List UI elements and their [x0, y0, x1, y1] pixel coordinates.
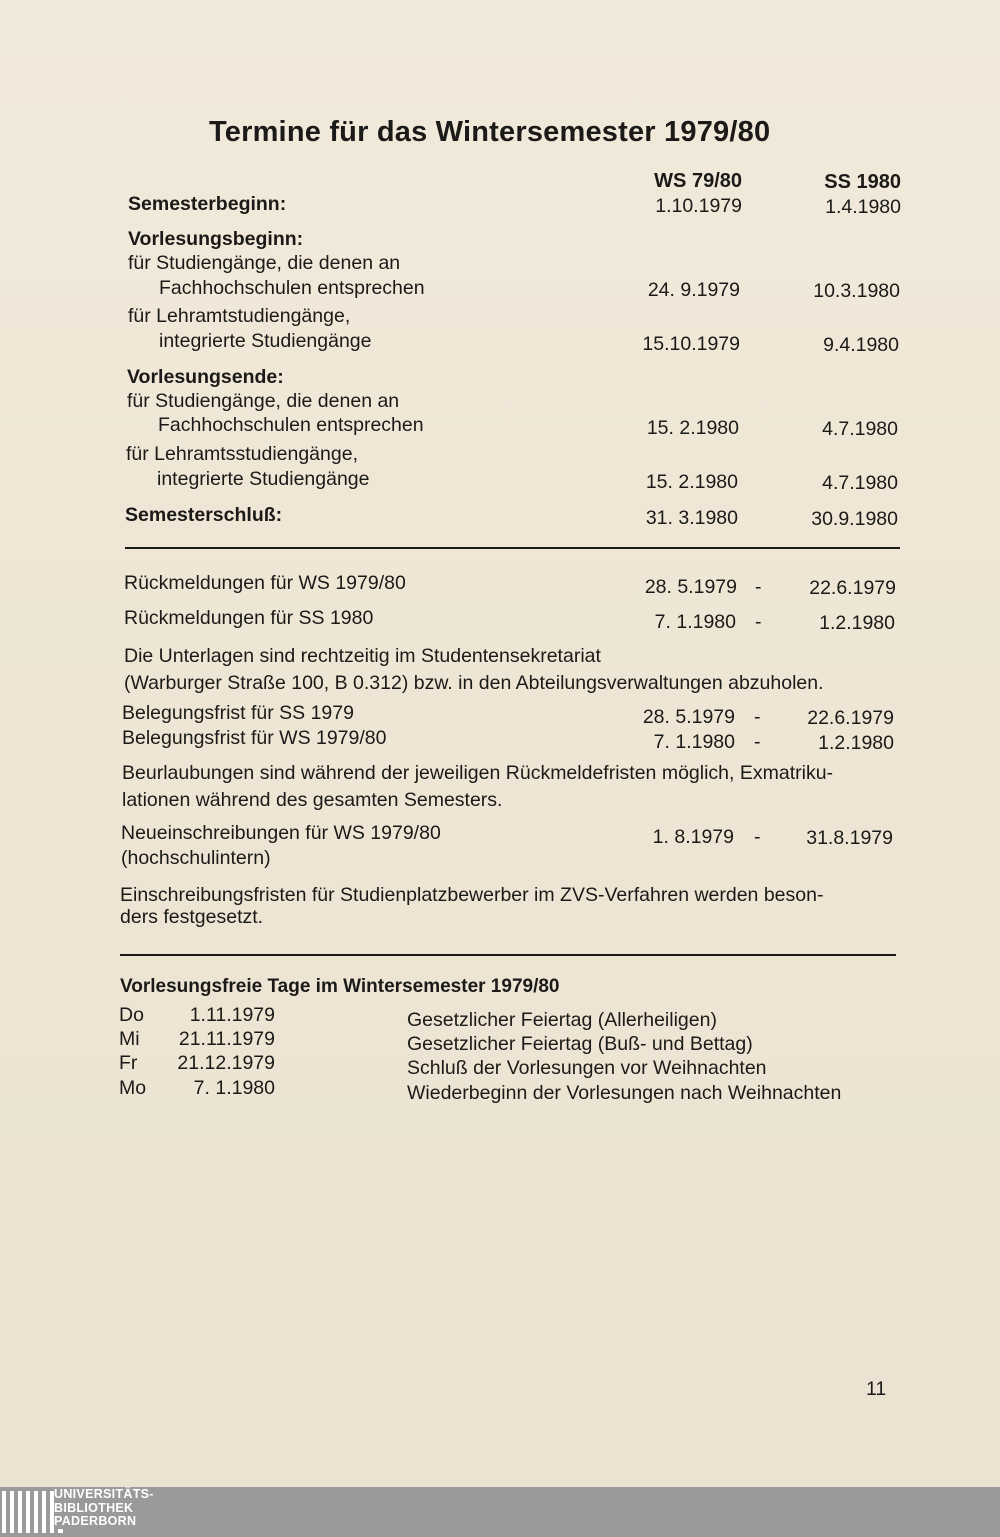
lecture-begin-la-line1: für Lehramtstudiengänge, — [128, 305, 351, 327]
library-name-line1: UNIVERSITÄTS- — [54, 1487, 154, 1501]
lecture-end-la-ss: 4.7.1980 — [822, 472, 898, 494]
lecture-begin-fh-ss: 10.3.1980 — [813, 280, 900, 302]
lecture-end-la-ws: 15. 2.1980 — [645, 471, 738, 493]
holiday-description: Wiederbeginn der Vorlesungen nach Weihnachten — [407, 1082, 842, 1104]
enrollment-ws-dash: - — [754, 731, 761, 753]
holiday-day: Do — [119, 1004, 144, 1026]
lecture-end-la-line1: für Lehramtsstudiengänge, — [126, 443, 358, 465]
reregistration-ss-label: Rückmeldungen für SS 1980 — [124, 607, 374, 629]
semester-begin-label: Semesterbeginn: — [128, 193, 287, 215]
new-enrollment-label: Neueinschreibungen für WS 1979/80 — [121, 822, 441, 844]
holiday-description: Gesetzlicher Feiertag (Buß- und Bettag) — [407, 1033, 753, 1055]
holiday-description: Gesetzlicher Feiertag (Allerheiligen) — [407, 1009, 717, 1031]
lecture-begin-fh-line1: für Studiengänge, die denen an — [128, 252, 401, 274]
new-enrollment-sub: (hochschulintern) — [121, 847, 271, 869]
holiday-date: 21.11.1979 — [178, 1028, 275, 1050]
lecture-begin-la-ss: 9.4.1980 — [823, 334, 899, 356]
reregistration-ss-to: 1.2.1980 — [819, 612, 895, 634]
holiday-date: 21.12.1979 — [177, 1052, 275, 1074]
documents-note-line2: (Warburger Straße 100, B 0.312) bzw. in den Abteilungsverwaltungen abzuholen. — [124, 672, 824, 694]
reregistration-ws-from: 28. 5.1979 — [644, 576, 737, 598]
holiday-day: Mi — [119, 1028, 140, 1050]
reregistration-ss-from: 7. 1.1980 — [654, 611, 736, 633]
enrollment-ws-from: 7. 1.1980 — [653, 731, 735, 753]
holiday-day: Fr — [119, 1052, 138, 1074]
holidays-heading: Vorlesungsfreie Tage im Wintersemester 1979/80 — [120, 976, 560, 997]
page-title: Termine für das Wintersemester 1979/80 — [209, 116, 771, 148]
column-header-ss: SS 1980 — [824, 171, 901, 193]
library-name-line3: PADERBORN — [54, 1514, 137, 1528]
lecture-begin-fh-line2: Fachhochschulen entsprechen — [159, 277, 425, 299]
semester-end-ws: 31. 3.1980 — [645, 507, 738, 529]
lecture-end-label: Vorlesungsende: — [127, 366, 284, 388]
leave-note-line1: Beurlaubungen sind während der jeweiligen Rückmeldefristen möglich, Exmatriku- — [122, 762, 834, 784]
lecture-begin-fh-ws: 24. 9.1979 — [647, 279, 740, 301]
documents-note-line1: Die Unterlagen sind rechtzeitig im Studentensekretariat — [124, 645, 601, 667]
library-footer — [0, 1487, 1000, 1537]
library-name — [54, 1488, 154, 1529]
zvs-note-line1: Einschreibungsfristen für Studienplatzbewerber im ZVS-Verfahren werden beson- — [120, 884, 824, 906]
column-header-ws: WS 79/80 — [654, 170, 742, 192]
divider-rule-2 — [120, 954, 896, 956]
reregistration-ws-label: Rückmeldungen für WS 1979/80 — [124, 572, 406, 594]
enrollment-ss-from: 28. 5.1979 — [642, 706, 735, 728]
leave-note-line2: lationen während des gesamten Semesters. — [122, 789, 503, 811]
enrollment-ss-label: Belegungsfrist für SS 1979 — [122, 702, 354, 724]
lecture-end-fh-ss: 4.7.1980 — [822, 418, 898, 440]
lecture-begin-la-ws: 15.10.1979 — [642, 333, 740, 355]
new-enrollment-from: 1. 8.1979 — [652, 826, 734, 848]
divider-rule-1 — [125, 547, 900, 549]
enrollment-ss-dash: - — [754, 706, 761, 728]
holiday-date: 1.11.1979 — [189, 1004, 275, 1026]
enrollment-ss-to: 22.6.1979 — [807, 707, 894, 729]
semester-end-label: Semesterschluß: — [125, 504, 283, 526]
holiday-description: Schluß der Vorlesungen vor Weihnachten — [407, 1057, 767, 1079]
semester-begin-ws: 1.10.1979 — [655, 195, 742, 217]
lecture-begin-la-line2: integrierte Studiengänge — [159, 330, 372, 352]
holiday-date: 7. 1.1980 — [193, 1077, 275, 1099]
library-name-line2: BIBLIOTHEK — [54, 1500, 134, 1515]
reregistration-ws-dash: - — [755, 576, 762, 598]
lecture-end-fh-line1: für Studiengänge, die denen an — [127, 390, 400, 412]
lecture-end-la-line2: integrierte Studiengänge — [157, 468, 370, 490]
zvs-note-line2: ders festgesetzt. — [120, 906, 264, 928]
enrollment-ws-label: Belegungsfrist für WS 1979/80 — [122, 727, 387, 749]
lecture-end-fh-ws: 15. 2.1980 — [646, 417, 739, 439]
semester-begin-ss: 1.4.1980 — [825, 196, 901, 218]
new-enrollment-to: 31.8.1979 — [806, 827, 893, 849]
new-enrollment-dash: - — [754, 826, 761, 848]
semester-end-ss: 30.9.1980 — [811, 508, 898, 530]
enrollment-ws-to: 1.2.1980 — [818, 732, 894, 754]
page-number: 11 — [866, 1378, 887, 1400]
holiday-day: Mo — [119, 1077, 147, 1099]
lecture-end-fh-line2: Fachhochschulen entsprechen — [158, 414, 424, 436]
reregistration-ss-dash: - — [755, 611, 762, 633]
lecture-begin-label: Vorlesungsbeginn: — [128, 228, 304, 250]
reregistration-ws-to: 22.6.1979 — [809, 577, 896, 599]
